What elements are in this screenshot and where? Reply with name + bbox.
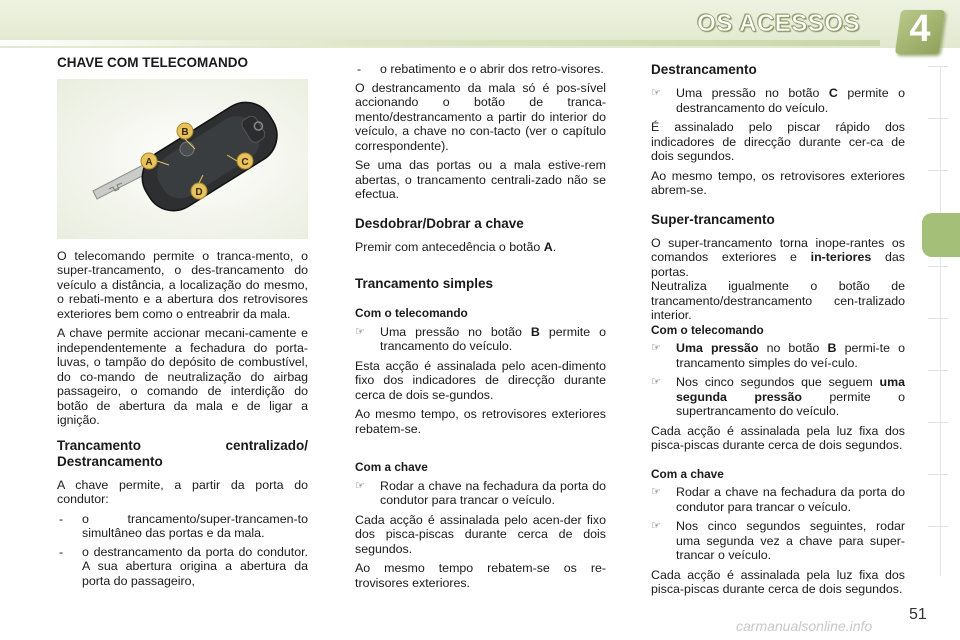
key-label-a: A bbox=[145, 156, 153, 168]
hand-pointer-icon: ☞ bbox=[355, 479, 365, 492]
paragraph: É assinalado pelo piscar rápido dos indicadores de direcção durante cer-ca de dois segundos. bbox=[651, 120, 905, 163]
key-label-c: C bbox=[241, 156, 249, 168]
section-heading: Super-trancamento bbox=[651, 211, 775, 227]
chapter-number: 4 bbox=[909, 8, 931, 50]
subheading: Com o telecomando bbox=[355, 306, 468, 320]
section-heading: Trancamento simples bbox=[355, 276, 494, 291]
text: permite o destrancamento do veículo. bbox=[676, 86, 905, 115]
chapter-tab[interactable] bbox=[928, 370, 948, 423]
paragraph bbox=[651, 236, 905, 280]
bullet-item bbox=[651, 341, 905, 370]
chapter-tab[interactable] bbox=[928, 318, 948, 371]
column-2 bbox=[355, 62, 606, 595]
paragraph: Neutraliza igualmente o botão de trancamento/destrancamento cen-tralizado interior. bbox=[651, 279, 905, 322]
paragraph: A chave permite, a partir da porta do condutor: bbox=[57, 477, 308, 506]
bullet-item bbox=[651, 519, 905, 563]
section-heading: Destrancamento bbox=[651, 62, 757, 77]
paragraph: Esta acção é assinalada pelo acen-dimento fixo dos indicadores de direcção durante cerca de dois se-gundos. bbox=[355, 358, 606, 402]
bullet-item bbox=[355, 479, 606, 508]
column-3 bbox=[651, 62, 905, 602]
text: . bbox=[552, 239, 557, 254]
subheading: Com a chave bbox=[651, 466, 724, 481]
text-bold: in-teriores bbox=[810, 250, 872, 264]
bullet-item bbox=[355, 325, 606, 354]
hand-pointer-icon: ☞ bbox=[651, 87, 661, 99]
bullet-item bbox=[651, 485, 905, 514]
dash-item-text: o trancamento/super-trancamen-to simultâneo das portas e da mala. bbox=[82, 511, 308, 540]
page-number: 51 bbox=[909, 606, 927, 623]
bullet-item bbox=[651, 86, 905, 115]
text: permi-te o trancamento simples do veí-culo. bbox=[676, 341, 905, 370]
chapter-tab[interactable] bbox=[928, 526, 948, 579]
key-label-b: B bbox=[181, 126, 189, 138]
text: Nos cinco segundos seguintes, rodar uma segunda vez a chave para super-trancar o veículo. bbox=[676, 519, 905, 562]
key-fob-icon bbox=[57, 79, 308, 239]
text: Rodar a chave na fechadura da porta do condutor para trancar o veículo. bbox=[676, 485, 905, 514]
dash-item-text: o destrancamento da porta do condutor. A sua abertura origina a abertura da porta do passageiro, bbox=[82, 544, 308, 588]
remote-key-illustration bbox=[57, 79, 308, 239]
chapter-tabs bbox=[928, 66, 960, 576]
chapter-tab[interactable] bbox=[928, 118, 948, 171]
text: Nos cinco segundos que seguem bbox=[676, 375, 873, 389]
bullet-item bbox=[651, 375, 905, 419]
chapter-tab[interactable] bbox=[928, 66, 948, 119]
paragraph: O destrancamento da mala só é pos-sível accionando o botão de tranca-mento/destrancamento a partir do interior do veículo, a chave no con-tacto (ver o capítulo correspondente). bbox=[355, 80, 606, 153]
key-label-d: D bbox=[195, 186, 203, 198]
chapter-title: OS ACESSOS bbox=[697, 10, 860, 37]
paragraph: Ao mesmo tempo, os retrovisores exteriores abrem-se. bbox=[651, 168, 905, 197]
paragraph: Cada acção é assinalada pela luz fixa dos pisca-piscas durante cerca de dois segundos. bbox=[651, 423, 905, 452]
hand-pointer-icon: ☞ bbox=[651, 342, 661, 354]
text-bold: Uma pressão bbox=[676, 341, 759, 355]
column-1 bbox=[57, 56, 308, 592]
paragraph: Cada acção é assinalada pelo acen-der fixo dos pisca-piscas durante cerca de dois segundos. bbox=[355, 512, 606, 556]
paragraph: O telecomando permite o tranca-mento, o super-trancamento, o des-trancamento do veículo a distância, a localização do mesmo, o rebati-mento e a abertura dos retrovisores exteriores bem como o entreabrir da mala. bbox=[57, 248, 308, 321]
paragraph: Cada acção é assinalada pela luz fixa dos pisca-piscas durante cerca de dois segundos. bbox=[651, 567, 905, 596]
hand-pointer-icon: ☞ bbox=[651, 486, 661, 498]
watermark: carmanualsonline.info bbox=[736, 618, 873, 634]
button-ref: B bbox=[530, 324, 540, 339]
text: no botão bbox=[766, 341, 820, 355]
hand-pointer-icon: ☞ bbox=[355, 325, 365, 338]
paragraph: Se uma das portas ou a mala estive-rem abertas, o trancamento centrali-zado não se efectua. bbox=[355, 158, 606, 201]
button-ref: C bbox=[828, 86, 838, 100]
section-heading: CHAVE COM TELECOMANDO bbox=[57, 55, 248, 70]
text: Uma pressão no botão bbox=[380, 324, 522, 339]
text: das portas. bbox=[651, 250, 905, 279]
dash-item: - o destrancamento da porta do condutor. A sua abertura origina a abertura da porta do passageiro, bbox=[59, 544, 308, 588]
text: O super-trancamento torna inope-rantes os comandos exteriores e bbox=[651, 235, 905, 264]
dash-item-text: o rebatimento e o abrir dos retro-visores. bbox=[380, 62, 604, 76]
hand-pointer-icon: ☞ bbox=[651, 520, 661, 532]
paragraph bbox=[355, 240, 606, 255]
dash-item: - o rebatimento e o abrir dos retro-visores. bbox=[357, 62, 604, 76]
paragraph: Ao mesmo tempo rebatem-se os re-trovisores exteriores. bbox=[355, 561, 606, 590]
section-heading: Desdobrar/Dobrar a chave bbox=[355, 215, 524, 231]
paragraph: Ao mesmo tempo, os retrovisores exteriores rebatem-se. bbox=[355, 407, 606, 436]
text: Rodar a chave na fechadura da porta do condutor para trancar o veículo. bbox=[380, 478, 606, 507]
chapter-tab[interactable] bbox=[928, 474, 948, 527]
subheading: Com a chave bbox=[355, 460, 428, 474]
text: Premir com antecedência o botão bbox=[355, 239, 541, 254]
subheading: Com o telecomando bbox=[651, 322, 764, 337]
chapter-tab[interactable] bbox=[928, 422, 948, 475]
paragraph: A chave permite accionar mecani-camente e independentemente a fechadura do porta-luvas, o tampão do depósito de combustível, do co-mando de neutralização do airbag passageiro, o comando de interdição do botão de abertura da mala e de ligar a ignição. bbox=[57, 326, 308, 427]
button-ref: A bbox=[543, 239, 553, 254]
text-bold: uma segunda pressão bbox=[676, 375, 905, 404]
chapter-tab-active[interactable] bbox=[922, 213, 960, 257]
chapter-tab[interactable] bbox=[928, 266, 948, 319]
text: permite o supertrancamento do veículo. bbox=[676, 389, 905, 418]
section-heading: Trancamento centralizado/ Destrancamento bbox=[57, 437, 308, 469]
text: permite o trancamento do veículo. bbox=[380, 324, 606, 353]
hand-pointer-icon: ☞ bbox=[651, 376, 661, 388]
header-stripe bbox=[0, 40, 880, 46]
dash-item: - o trancamento/super-trancamen-to simultâneo das portas e da mala. bbox=[59, 511, 308, 540]
text: Uma pressão no botão bbox=[676, 86, 820, 100]
button-ref: B bbox=[827, 341, 837, 355]
